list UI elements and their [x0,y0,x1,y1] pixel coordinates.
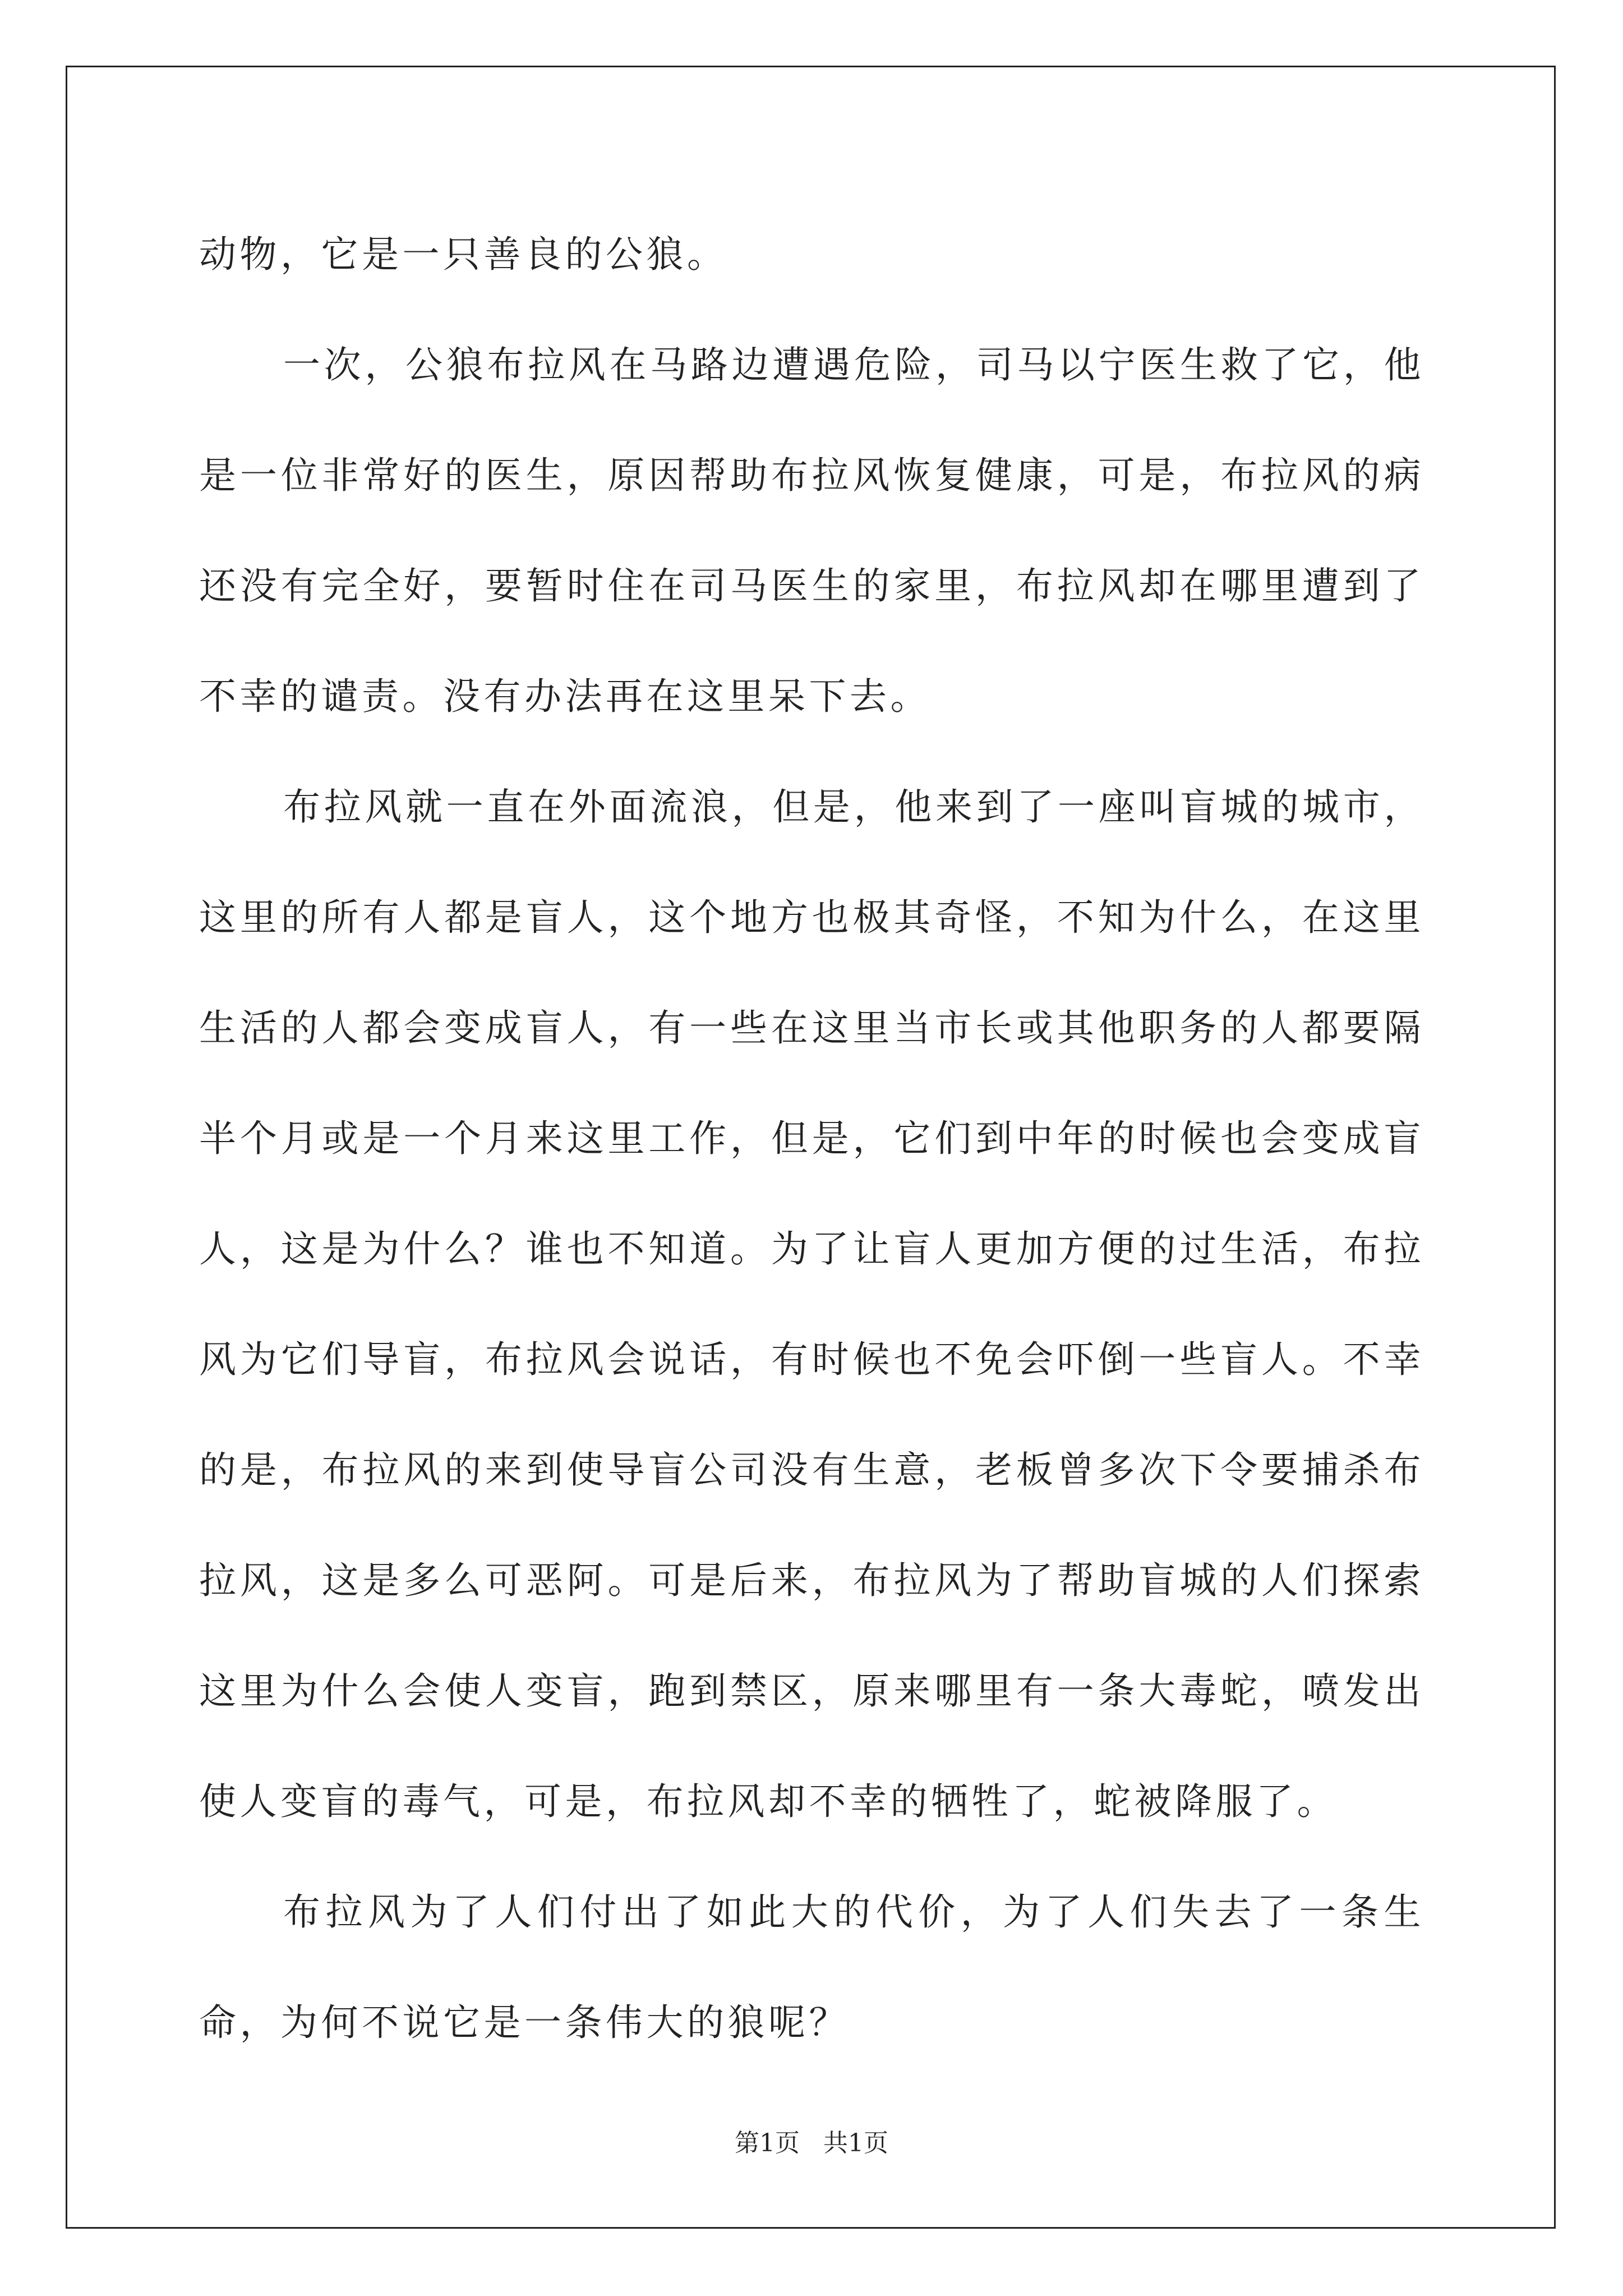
paragraph-3: 布拉风就一直在外面流浪，但是，他来到了一座叫盲城的城市，这里的所有人都是盲人，这个地方也极其奇怪，不知为什么，在这里生活的人都会变成盲人，有一些在这里当市长或其他职务的人都要隔半个月或是一个月来这里工作，但是，它们到中年的时候也会变成盲人，这是为什么？谁也不知道。为了让盲人更加方便的过生活，布拉风为它们导盲，布拉风会说话，有时候也不免会吓倒一些盲人。不幸的是，布拉风的来到使导盲公司没有生意，老板曾多次下令要捕杀布拉风，这是多么可恶阿。可是后来，布拉风为了帮助盲城的人们探索这里为什么会使人变盲，跑到禁区，原来哪里有一条大毒蛇，喷发出使人变盲的毒气，可是，布拉风却不幸的牺牲了，蛇被降服了。 [199,785,1424,1823]
page-footer: 第1页 共1页 [735,2129,888,2157]
paragraph-4: 布拉风为了人们付出了如此大的代价，为了人们失去了一条生命，为何不说它是一条伟大的狼呢？ [199,1890,1424,2044]
document-body [199,199,1424,2078]
paragraph-1: 动物，它是一只善良的公狼。 [199,233,728,276]
paragraph-2: 一次，公狼布拉风在马路边遭遇危险，司马以宁医生救了它，他是一位非常好的医生，原因帮助布拉风恢复健康，可是，布拉风的病还没有完全好，要暂时住在司马医生的家里，布拉风却在哪里遭到了不幸的谴责。没有办法再在这里呆下去。 [199,343,1424,718]
